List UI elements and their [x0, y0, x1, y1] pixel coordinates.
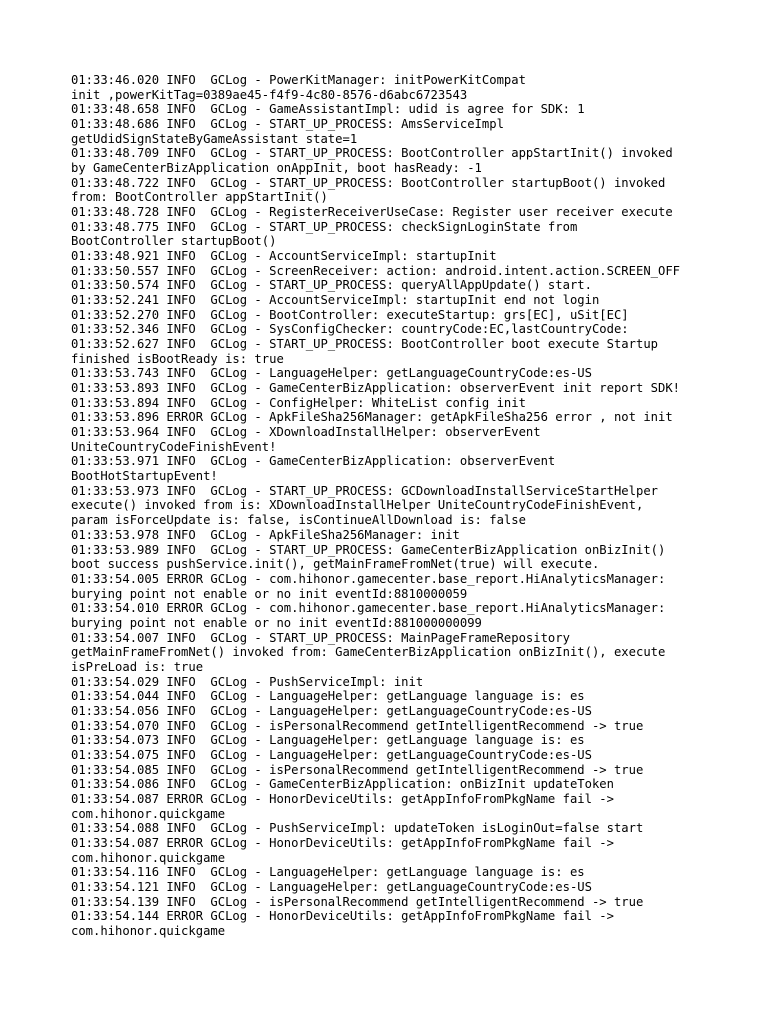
log-line: 01:33:46.020 INFO GCLog - PowerKitManager: initPowerKitCompat	[71, 73, 526, 87]
log-line: 01:33:54.005 ERROR GCLog - com.hihonor.gamecenter.base_report.HiAnalyticsManager:	[71, 571, 666, 586]
log-line: burying point not enable or no init eventId:8810000059	[71, 586, 468, 601]
log-line: burying point not enable or no init eventId:881000000099	[71, 615, 482, 630]
log-line: 01:33:52.627 INFO GCLog - START_UP_PROCESS: BootController boot execute Startup	[71, 337, 658, 352]
log-line: 01:33:54.116 INFO GCLog - LanguageHelper: getLanguage language is: es	[71, 865, 585, 880]
log-output	[71, 73, 711, 939]
log-line: 01:33:48.921 INFO GCLog - AccountServiceImpl: startupInit	[71, 249, 497, 264]
log-line: init ,powerKitTag=0389ae45-f4f9-4c80-8576-d6abc6723543	[71, 87, 468, 102]
log-line: 01:33:54.087 ERROR GCLog - HonorDeviceUtils: getAppInfoFromPkgName fail ->	[71, 835, 614, 850]
log-line: 01:33:54.087 ERROR GCLog - HonorDeviceUtils: getAppInfoFromPkgName fail ->	[71, 791, 614, 806]
log-line: 01:33:54.139 INFO GCLog - isPersonalRecommend getIntelligentRecommend -> true	[71, 894, 644, 909]
log-line: 01:33:50.557 INFO GCLog - ScreenReceiver: action: android.intent.action.SCREEN_OFF	[71, 263, 681, 278]
log-line: 01:33:48.709 INFO GCLog - START_UP_PROCESS: BootController appStartInit() invoked	[71, 146, 673, 161]
log-line: com.hihonor.quickgame	[71, 806, 226, 821]
log-line: finished isBootReady is: true	[71, 351, 284, 366]
log-line: BootHotStartupEvent!	[71, 469, 218, 484]
log-line: 01:33:53.743 INFO GCLog - LanguageHelper: getLanguageCountryCode:es-US	[71, 366, 592, 381]
log-line: getMainFrameFromNet() invoked from: GameCenterBizApplication onBizInit(), execute	[71, 645, 666, 660]
log-line: isPreLoad is: true	[71, 659, 204, 674]
log-line: 01:33:52.241 INFO GCLog - AccountServiceImpl: startupInit end not login	[71, 293, 600, 308]
log-line: 01:33:54.073 INFO GCLog - LanguageHelper: getLanguage language is: es	[71, 733, 585, 748]
log-line: by GameCenterBizApplication onAppInit, boot hasReady: -1	[71, 161, 482, 176]
log-line: 01:33:48.775 INFO GCLog - START_UP_PROCESS: checkSignLoginState from	[71, 219, 578, 234]
log-line: 01:33:53.978 INFO GCLog - ApkFileSha256Manager: init	[71, 527, 460, 542]
log-line: 01:33:52.270 INFO GCLog - BootController: executeStartup: grs[EC], uSit[EC]	[71, 307, 629, 322]
log-line: 01:33:54.086 INFO GCLog - GameCenterBizApplication: onBizInit updateToken	[71, 777, 614, 792]
log-line: boot success pushService.init(), getMainFrameFromNet(true) will execute.	[71, 557, 600, 572]
log-line: getUdidSignStateByGameAssistant state=1	[71, 131, 358, 146]
log-line: 01:33:48.658 INFO GCLog - GameAssistantImpl: udid is agree for SDK: 1	[71, 102, 585, 117]
log-line: 01:33:54.007 INFO GCLog - START_UP_PROCESS: MainPageFrameRepository	[71, 630, 570, 645]
log-line: 01:33:53.894 INFO GCLog - ConfigHelper: WhiteList config init	[71, 395, 526, 410]
log-line: 01:33:54.029 INFO GCLog - PushServiceImpl: init	[71, 674, 424, 689]
log-line: from: BootController appStartInit()	[71, 190, 328, 205]
log-line: 01:33:54.010 ERROR GCLog - com.hihonor.gamecenter.base_report.HiAnalyticsManager:	[71, 601, 666, 616]
log-line: 01:33:53.896 ERROR GCLog - ApkFileSha256Manager: getApkFileSha256 error , not init	[71, 410, 673, 425]
log-line: 01:33:54.070 INFO GCLog - isPersonalRecommend getIntelligentRecommend -> true	[71, 718, 644, 733]
log-line: 01:33:53.964 INFO GCLog - XDownloadInstallHelper: observerEvent	[71, 425, 541, 440]
log-line: 01:33:54.075 INFO GCLog - LanguageHelper: getLanguageCountryCode:es-US	[71, 747, 592, 762]
log-line: UniteCountryCodeFinishEvent!	[71, 439, 277, 454]
log-line: param isForceUpdate is: false, isContinueAllDownload is: false	[71, 513, 526, 528]
log-line: 01:33:50.574 INFO GCLog - START_UP_PROCESS: queryAllAppUpdate() start.	[71, 278, 592, 293]
log-line: com.hihonor.quickgame	[71, 923, 226, 938]
log-line: 01:33:48.686 INFO GCLog - START_UP_PROCESS: AmsServiceImpl	[71, 117, 504, 132]
log-line: com.hihonor.quickgame	[71, 850, 226, 865]
log-line: 01:33:48.728 INFO GCLog - RegisterReceiverUseCase: Register user receiver execute	[71, 205, 673, 220]
log-line: 01:33:54.085 INFO GCLog - isPersonalRecommend getIntelligentRecommend -> true	[71, 762, 644, 777]
log-line: 01:33:52.346 INFO GCLog - SysConfigChecker: countryCode:EC,lastCountryCode:	[71, 322, 629, 337]
log-line: 01:33:53.971 INFO GCLog - GameCenterBizApplication: observerEvent	[71, 454, 556, 469]
log-line: execute() invoked from is: XDownloadInstallHelper UniteCountryCodeFinishEvent,	[71, 498, 644, 513]
log-line: 01:33:54.088 INFO GCLog - PushServiceImpl: updateToken isLoginOut=false start	[71, 821, 644, 836]
log-line: 01:33:53.989 INFO GCLog - START_UP_PROCESS: GameCenterBizApplication onBizInit()	[71, 542, 666, 557]
log-line: 01:33:53.973 INFO GCLog - START_UP_PROCESS: GCDownloadInstallServiceStartHelper	[71, 483, 658, 498]
log-line: 01:33:48.722 INFO GCLog - START_UP_PROCESS: BootController startupBoot() invoked	[71, 175, 666, 190]
log-line: BootController startupBoot()	[71, 234, 277, 249]
log-line: 01:33:54.121 INFO GCLog - LanguageHelper: getLanguageCountryCode:es-US	[71, 879, 592, 894]
log-line: 01:33:53.893 INFO GCLog - GameCenterBizApplication: observerEvent init report SDK!	[71, 381, 681, 396]
log-line: 01:33:54.056 INFO GCLog - LanguageHelper: getLanguageCountryCode:es-US	[71, 703, 592, 718]
log-line: 01:33:54.144 ERROR GCLog - HonorDeviceUtils: getAppInfoFromPkgName fail ->	[71, 909, 614, 924]
log-line: 01:33:54.044 INFO GCLog - LanguageHelper: getLanguage language is: es	[71, 689, 585, 704]
